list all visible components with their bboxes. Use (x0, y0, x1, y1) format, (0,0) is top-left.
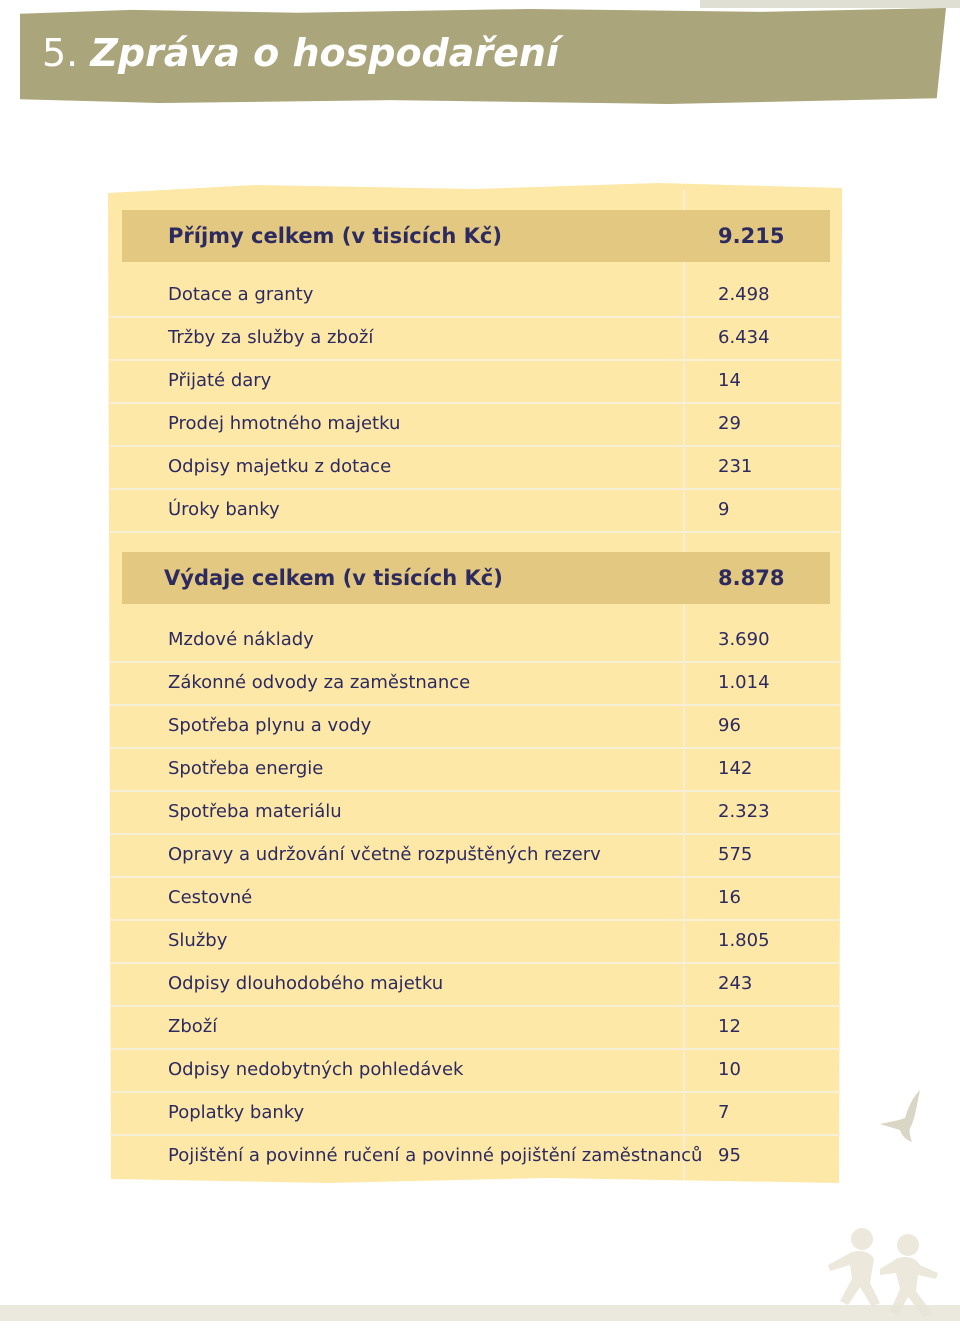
row-label: Spotřeba plynu a vody (168, 715, 372, 736)
row-label: Zákonné odvody za zaměstnance (168, 672, 471, 693)
row-value: 2.498 (718, 284, 770, 305)
row-value: 7 (718, 1102, 730, 1123)
row-value: 6.434 (718, 327, 770, 348)
bird-icon (872, 1088, 922, 1143)
row-value: 10 (718, 1059, 741, 1080)
income-header-label: Příjmy celkem (v tisících Kč) (168, 224, 502, 248)
table-row (110, 1049, 840, 1093)
table-row (110, 834, 840, 878)
table-row (110, 748, 840, 792)
row-label: Odpisy nedobytných pohledávek (168, 1059, 464, 1080)
table-row (110, 1092, 840, 1136)
row-value: 231 (718, 456, 753, 477)
table-row (110, 317, 840, 361)
row-value: 12 (718, 1016, 741, 1037)
table-row (110, 662, 840, 706)
row-label: Služby (168, 930, 228, 951)
row-label: Spotřeba materiálu (168, 801, 342, 822)
row-label: Úroky banky (168, 499, 280, 520)
row-label: Pojištění a povinné ručení a povinné pojištění zaměstnanců (168, 1145, 703, 1166)
row-value: 243 (718, 973, 753, 994)
row-label: Odpisy majetku z dotace (168, 456, 392, 477)
table-row (110, 877, 840, 921)
row-label: Mzdové náklady (168, 629, 314, 650)
row-label: Zboží (168, 1016, 218, 1037)
table-row (110, 274, 840, 318)
table-row (110, 1135, 840, 1177)
row-label: Odpisy dlouhodobého majetku (168, 973, 444, 994)
row-label: Poplatky banky (168, 1102, 305, 1123)
row-label: Přijaté dary (168, 370, 272, 391)
row-value: 142 (718, 758, 753, 779)
expenses-total: 8.878 (718, 566, 785, 590)
row-label: Opravy a udržování včetně rozpuštěných rezerv (168, 844, 601, 865)
row-label: Tržby za služby a zboží (168, 327, 374, 348)
expenses-header (122, 552, 830, 604)
row-value: 575 (718, 844, 753, 865)
page-title (42, 28, 559, 78)
table-row (110, 963, 840, 1007)
table-row (110, 619, 840, 663)
decorative-stroke (700, 0, 960, 8)
income-header (122, 210, 830, 262)
row-value: 29 (718, 413, 741, 434)
row-value: 14 (718, 370, 741, 391)
row-label: Prodej hmotného majetku (168, 413, 401, 434)
row-value: 9 (718, 499, 730, 520)
section-title: Zpráva o hospodaření (90, 31, 559, 75)
row-value: 1.805 (718, 930, 770, 951)
row-value: 96 (718, 715, 741, 736)
table-row (110, 403, 840, 447)
row-value: 16 (718, 887, 741, 908)
row-value: 3.690 (718, 629, 770, 650)
row-value: 95 (718, 1145, 741, 1166)
row-label: Spotřeba energie (168, 758, 324, 779)
section-number: 5. (42, 31, 79, 75)
table-row (110, 489, 840, 533)
table-row (110, 1006, 840, 1050)
table-row (110, 705, 840, 749)
expenses-header-label: Výdaje celkem (v tisících Kč) (164, 566, 503, 590)
table-row (110, 360, 840, 404)
table-row (110, 446, 840, 490)
ground-stroke (0, 1305, 960, 1321)
row-value: 1.014 (718, 672, 770, 693)
table-row (110, 920, 840, 964)
row-value: 2.323 (718, 801, 770, 822)
row-label: Cestovné (168, 887, 253, 908)
row-label: Dotace a granty (168, 284, 314, 305)
table-row (110, 791, 840, 835)
income-total: 9.215 (718, 224, 785, 248)
